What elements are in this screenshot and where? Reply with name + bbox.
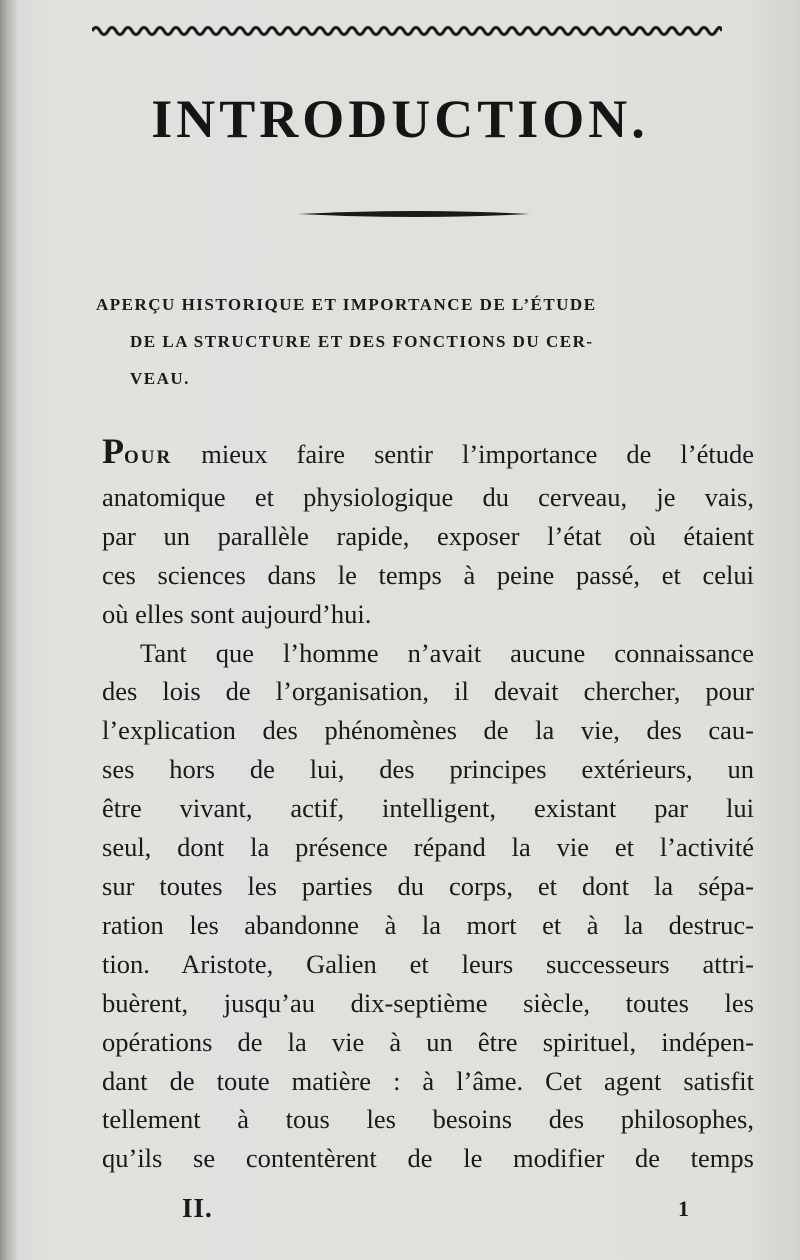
page-number: 1 [678,1196,689,1221]
paragraph-1-line-5: où elles sont aujourd’hui. [102,598,372,629]
paragraph-1-line-1 [102,433,754,478]
paragraph-2-line-10: buèrent, jusqu’au dix-septième siècle, toutes les [102,987,754,1018]
paragraph-2-line-4: ses hors de lui, des principes extérieurs, un [102,754,754,785]
paragraph-2-line-3: l’explication des phénomènes de la vie, des cau- [102,715,754,746]
paragraph-1-line-3: par un parallèle rapide, exposer l’état où étaient [102,520,754,551]
heading-line-1: APERÇU HISTORIQUE ET IMPORTANCE DE L’ÉTUDE [96,295,597,314]
heading-line-2: DE LA STRUCTURE ET DES FONCTIONS DU CER- [130,332,594,351]
ornamental-border [92,22,722,40]
small-caps-word: OUR [124,447,173,468]
heading-line-3: VEAU. [130,369,190,388]
paragraph-2-line-13: tellement à tous les besoins des philosophes, [102,1104,754,1135]
paragraph-2-line-9: tion. Aristote, Galien et leurs successeurs attri- [102,948,754,979]
paragraph-2-line-2: des lois de l’organisation, il devait chercher, pour [102,676,754,707]
paragraph-1-line-4: ces sciences dans le temps à peine passé, et celui [102,559,754,590]
paragraph-2-line-12: dant de toute matière : à l’âme. Cet agent satisfit [102,1065,754,1096]
paragraph-2-line-8: ration les abandonne à la mort et à la destruc- [102,909,754,940]
paragraph-2-line-11: opérations de la vie à un être spirituel, indépen- [102,1026,754,1057]
paragraph-2-line-1: Tant que l’homme n’avait aucune connaissance [140,637,754,668]
section-heading [96,286,744,397]
paragraph-2-line-5: être vivant, actif, intelligent, existant par lui [102,793,754,824]
paragraph-2-line-6: seul, dont la présence répand la vie et l’activité [102,832,754,863]
paragraph-1-line-2: anatomique et physiologique du cerveau, je vais, [102,481,754,512]
paragraph-2-line-7: sur toutes les parties du corps, et dont la sépa- [102,870,754,901]
body-text [102,433,754,1178]
page-spine-shadow [0,0,18,1260]
drop-cap: P [102,431,124,471]
page-title: INTRODUCTION. [151,89,649,149]
paragraph-2-line-14: qu’ils se contentèrent de le modifier de temps [102,1143,754,1174]
signature-mark: II. [182,1193,213,1223]
title-rule [298,207,530,221]
paragraph-1-line-1-text: mieux faire sentir l’importance de l’étude [172,439,754,469]
